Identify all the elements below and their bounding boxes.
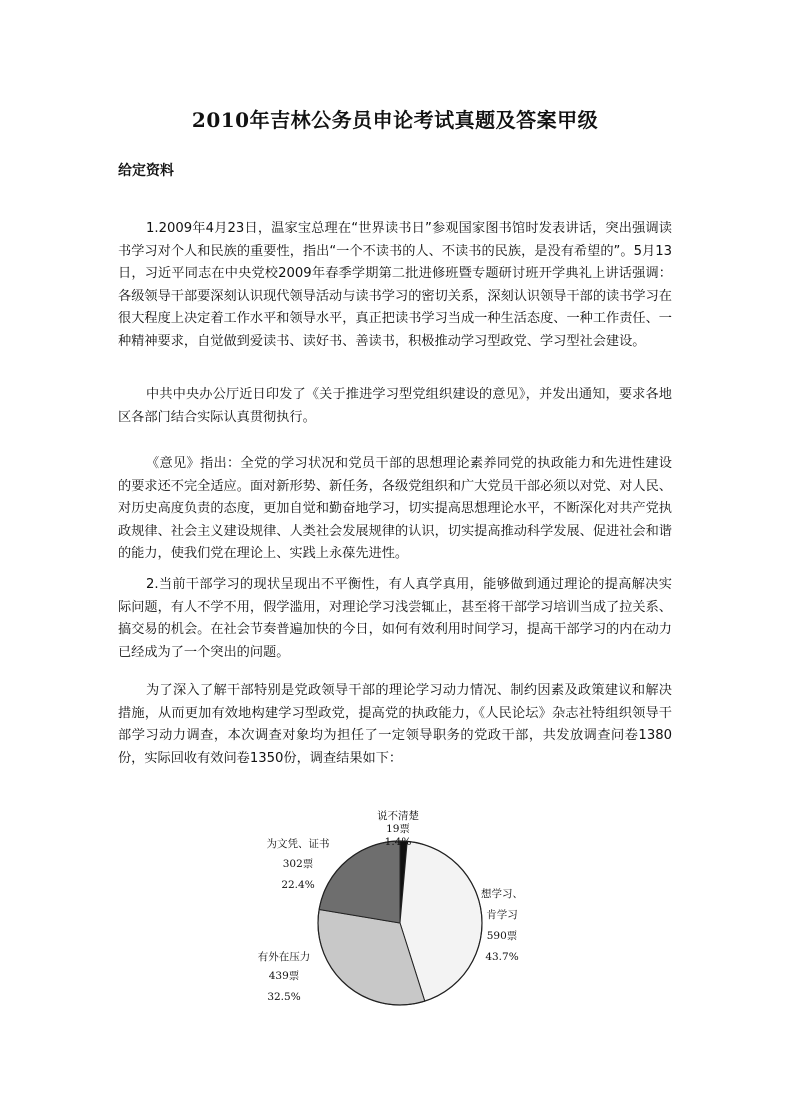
slice-percent-unclear: 1.4% [384, 836, 412, 848]
slice-votes-pressure: 439票 [268, 970, 300, 982]
pie-slice-diploma [319, 841, 400, 923]
paragraph-3: 《意见》指出：全党的学习状况和党员干部的思想理论素养同党的执政能力和先进性建设的要求还不完全适应。面对新形势、新任务，各级党组织和广大党员干部必须以对党、对人民、对历史高度负责的态度，更加自觉和勤奋地学习，切实提高思想理论水平，不断深化对共产党执政规律、社会主义建设规律、人类社会发展规律的认识，切实提高推动科学发展、促进社会和谐的能力，使我们党在理论上、实践上永葆先进性。 [118, 456, 672, 562]
slice-label-willing-line2: 肯学习 [486, 909, 518, 921]
section-heading: 给定资料 [118, 163, 174, 179]
paragraph-1: 1.2009年4月23日，温家宝总理在“世界读书日”参观国家图书馆时发表讲话，突出强调读书学习对个人和民族的重要性，指出“一个不读书的人、不读书的民族，是没有希望的”。5月13日，习近平同志在中央党校2009年春季学期第二批进修班暨专题研讨班开学典礼上讲话强调：各级领导干部要深刻认识现代领导活动与读书学习的密切关系，深刻认识领导干部的读书学习在很大程度上决定着工作水平和领导水平，真正把读书学习当成一种生活态度、一种工作责任、一种精神要求，自觉做到爱读书、读好书、善读书，积极推动学习型政党、学习型社会建设。 [118, 221, 672, 349]
paragraph-5: 为了深入了解干部特别是党政领导干部的理论学习动力情况、制约因素及政策建议和解决措施，从而更加有效地构建学习型政党，提高党的执政能力，《人民论坛》杂志社特组织领导干部学习动力调查，本次调查对象均为担任了一定领导职务的党政干部，共发放调查问卷1380份，实际回收有效问卷1350份，调查结果如下： [118, 683, 672, 766]
slice-label-pressure: 有外在压力 [257, 951, 311, 963]
slice-percent-diploma: 22.4% [281, 879, 315, 891]
slice-label-unclear: 说不清楚 [377, 810, 419, 822]
slice-percent-willing: 43.7% [485, 951, 519, 963]
pie-slices [318, 841, 482, 1005]
paragraph-2: 中共中央办公厅近日印发了《关于推进学习型党组织建设的意见》，并发出通知，要求各地区各部门结合实际认真贯彻执行。 [118, 387, 672, 425]
slice-votes-diploma: 302票 [282, 858, 314, 870]
slice-votes-willing: 590票 [486, 930, 518, 942]
slice-label-diploma: 为文凭、证书 [266, 838, 330, 850]
slice-percent-pressure: 32.5% [267, 991, 301, 1003]
paragraph-4: 2.当前干部学习的现状呈现出不平衡性，有人真学真用，能够做到通过理论的提高解决实际问题，有人不学不用，假学滥用，对理论学习浅尝辄止，甚至将干部学习培训当成了拉关系、搞交易的机会。在社会节奏普遍加快的今日，如何有效利用时间学习，提高干部学习的内在动力已经成为了一个突出的问题。 [118, 577, 672, 660]
slice-label-willing-line1: 想学习、 [481, 888, 523, 900]
slice-votes-unclear: 19票 [386, 823, 410, 835]
survey-pie-chart [250, 795, 550, 1010]
document-title: 2010年吉林公务员申论考试真题及答案甲级 [191, 108, 599, 132]
